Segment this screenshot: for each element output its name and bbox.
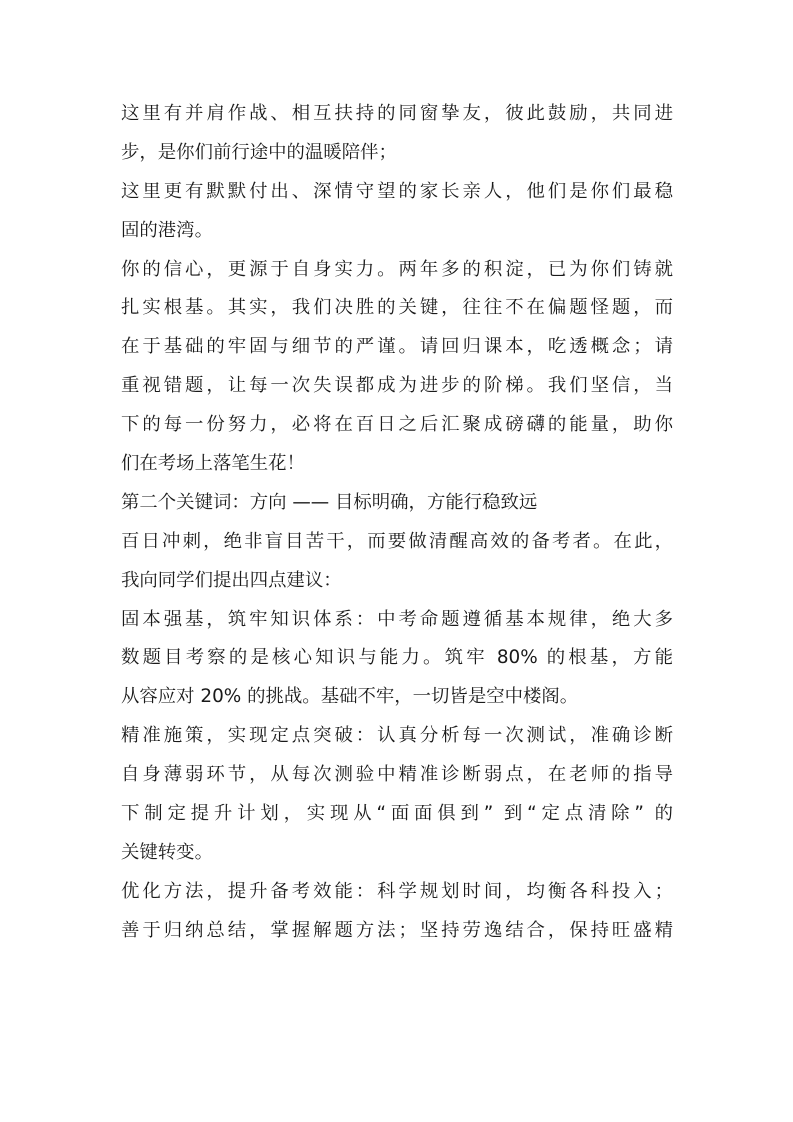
document-page [121, 95, 673, 951]
text-line: 这里有并肩作战、相互扶持的同窗挚友，彼此鼓励，共同进 [121, 103, 673, 124]
section-heading: 第二个关键词：方向 —— 目标明确，方能行稳致远 [121, 491, 538, 513]
text-line: 自身薄弱环节，从每次测验中精准诊断弱点，在老师的指导 [121, 764, 673, 786]
text-line: 固的港湾。 [121, 219, 213, 241]
text-line: 步，是你们前行途中的温暖陪伴； [121, 141, 397, 163]
text-line: 下的每一份努力，必将在百日之后汇聚成磅礴的能量，助你 [121, 414, 673, 436]
text-line: 从容应对 20% 的挑战。基础不牢，一切皆是空中楼阁。 [121, 686, 579, 708]
text-line: 在于基础的牢固与细节的严谨。请回归课本，吃透概念；请 [121, 336, 673, 358]
text-line: 优化方法，提升备考效能：科学规划时间，均衡各科投入； [121, 880, 673, 902]
text-line: 百日冲刺，绝非盲目苦干，而要做清醒高效的备考者。在此， [121, 530, 673, 552]
text-line: 精准施策，实现定点突破：认真分析每一次测试，准确诊断 [121, 725, 673, 747]
text-line: 善于归纳总结，掌握解题方法；坚持劳逸结合，保持旺盛精 [121, 919, 673, 941]
text-line: 扎实根基。其实，我们决胜的关键，往往不在偏题怪题，而 [121, 297, 673, 319]
text-line: 数题目考察的是核心知识与能力。筑牢 80% 的根基，方能 [121, 647, 673, 669]
text-line: 关键转变。 [121, 841, 213, 863]
text-line: 这里更有默默付出、深情守望的家长亲人，他们是你们最稳 [121, 180, 673, 202]
text-line: 你的信心，更源于自身实力。两年多的积淀，已为你们铸就 [121, 258, 673, 280]
text-line: 们在考场上落笔生花！ [121, 453, 305, 475]
text-line: 固本强基，筑牢知识体系：中考命题遵循基本规律，绝大多 [121, 608, 673, 630]
text-line: 我向同学们提出四点建议： [121, 569, 342, 591]
text-line: 下制定提升计划，实现从“面面俱到” 到“定点清除” 的 [121, 803, 673, 825]
text-line: 重视错题，让每一次失误都成为进步的阶梯。我们坚信，当 [121, 375, 673, 397]
